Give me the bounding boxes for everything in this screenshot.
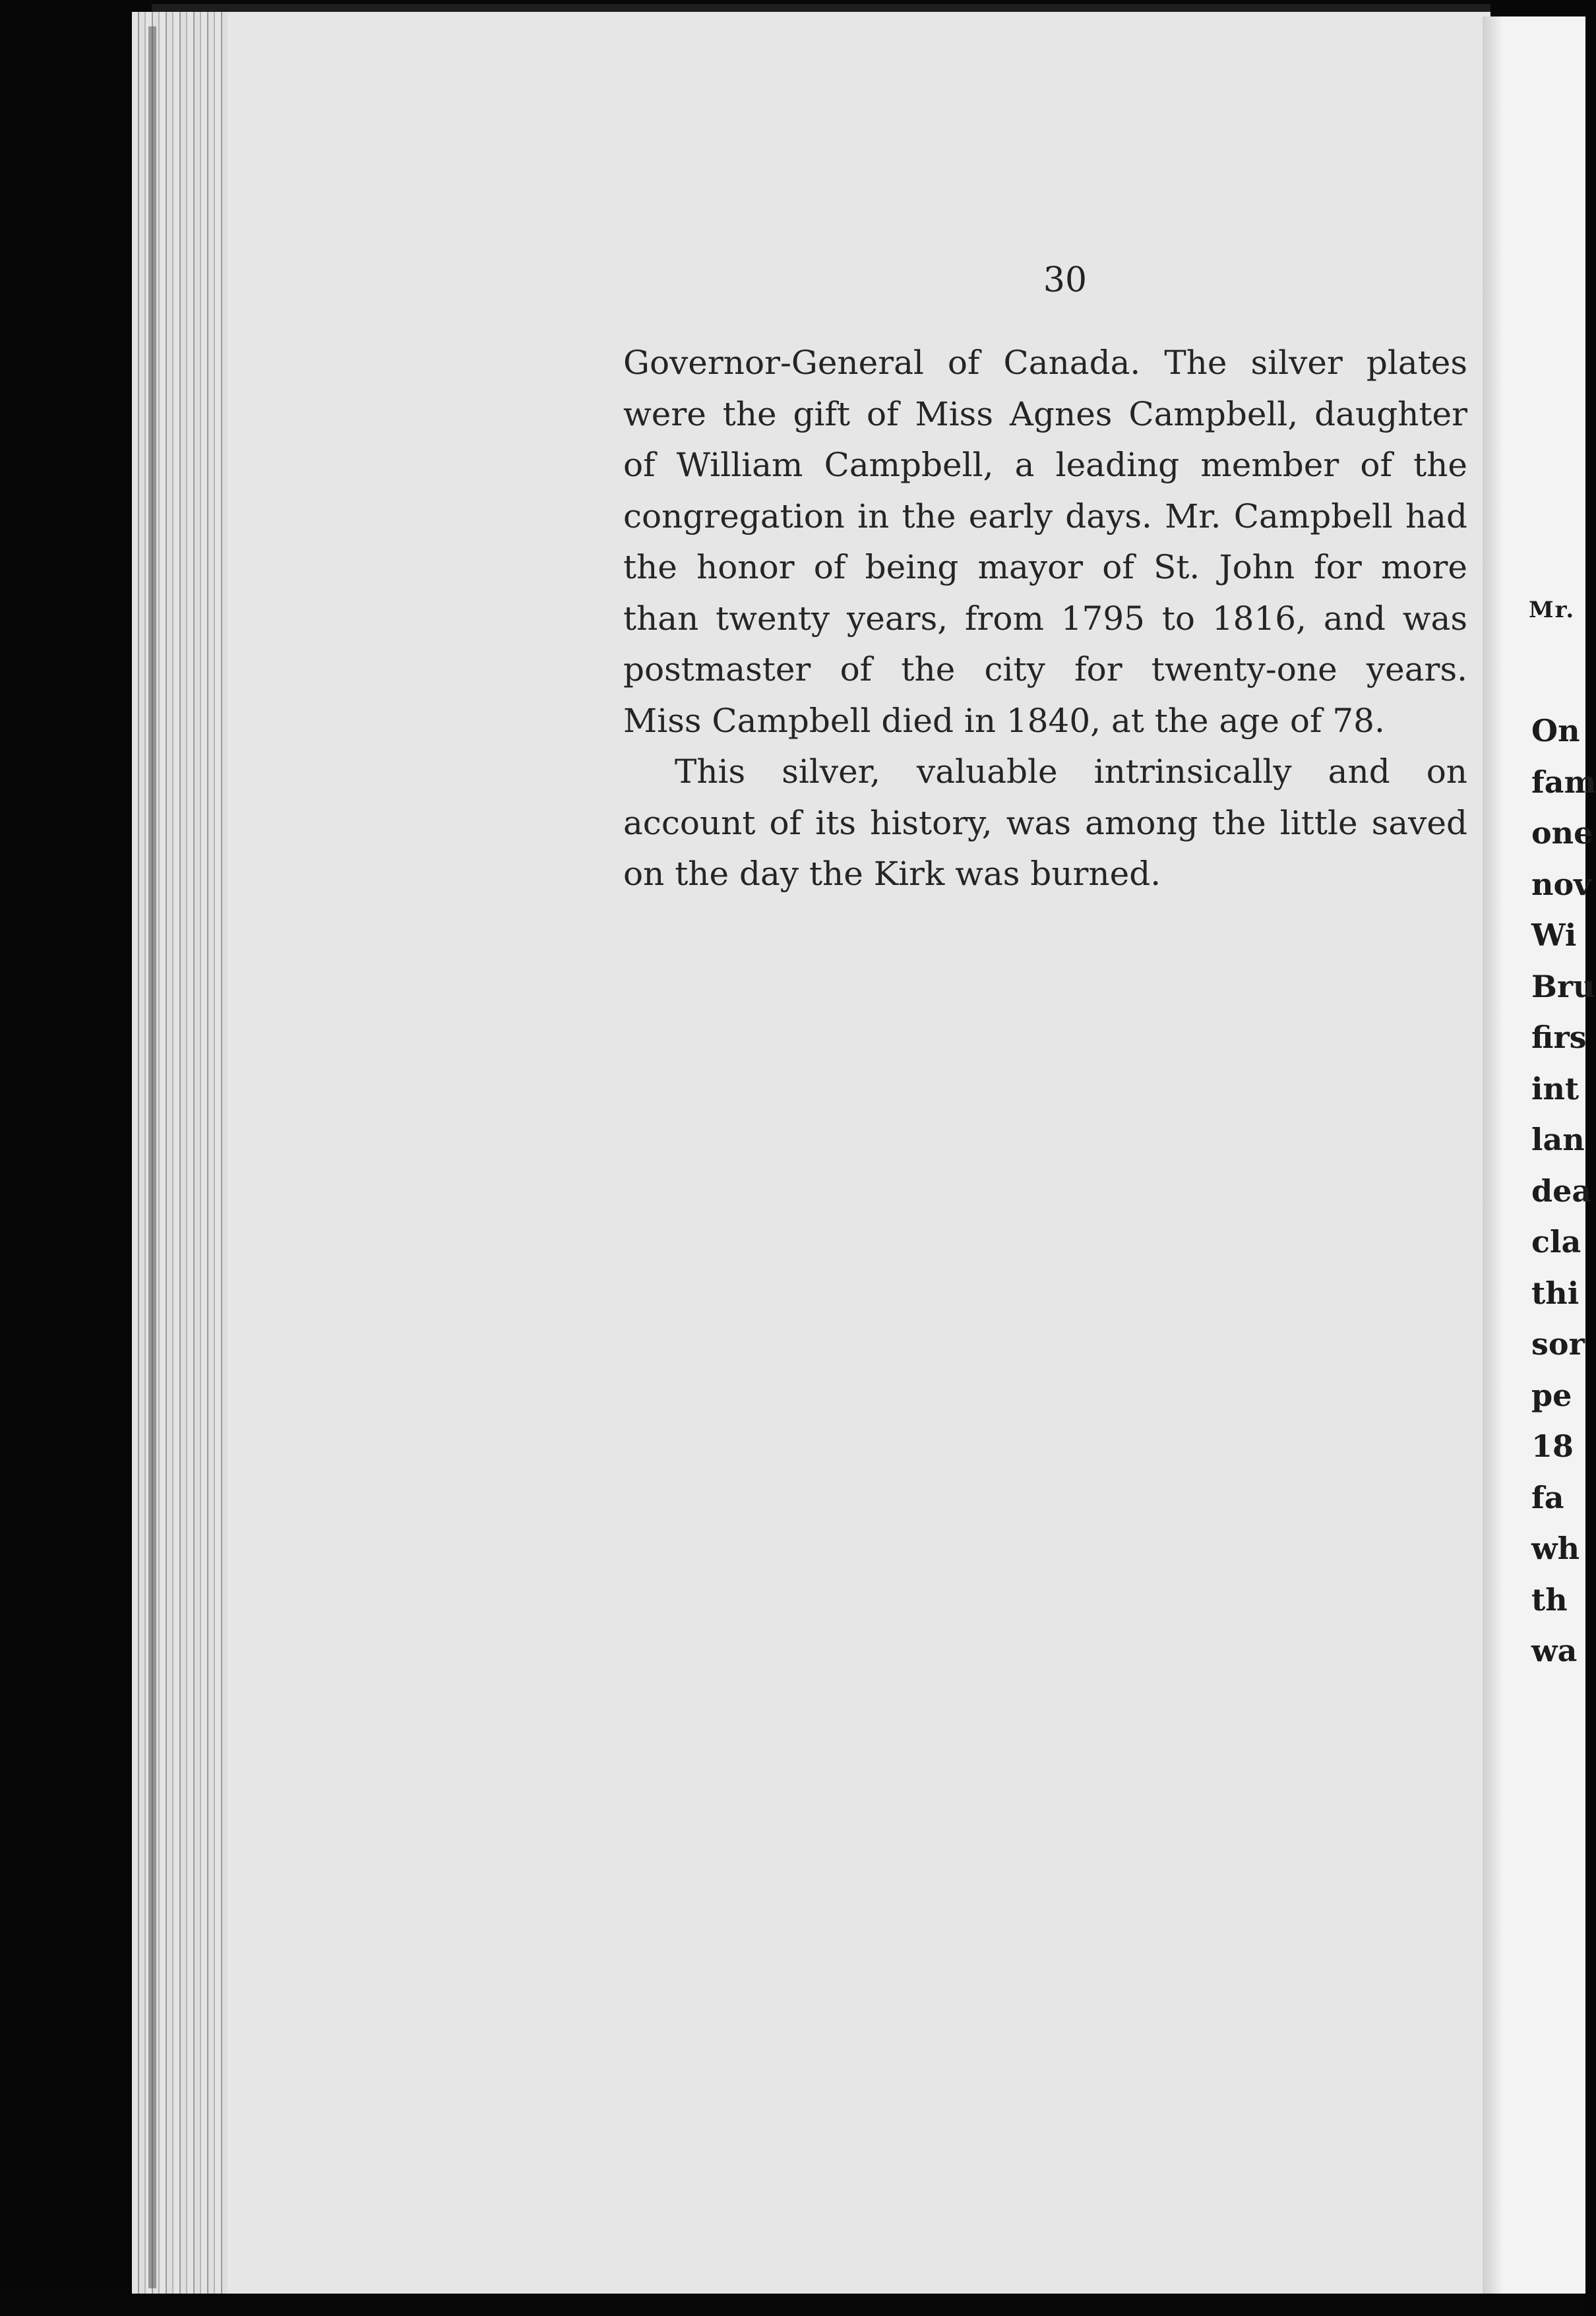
text-line: This silver, valuable intrinsically and on (675, 752, 1467, 791)
body-text (623, 338, 1467, 900)
facing-text-line: nov (1531, 866, 1591, 902)
facing-text-line: fa (1531, 1479, 1564, 1515)
facing-text-line: th (1531, 1581, 1568, 1618)
facing-text-line: sor (1531, 1326, 1585, 1362)
facing-page-text (1531, 706, 1596, 1677)
text-line: of William Campbell, a leading member of the (623, 446, 1467, 484)
text-line: were the gift of Miss Agnes Campbell, daughter (623, 394, 1467, 433)
text-line: congregation in the early days. Mr. Campbell had (623, 497, 1467, 535)
facing-text-line: firs (1531, 1020, 1587, 1055)
gutter-shadow (1483, 16, 1502, 2295)
facing-text-line: pe (1531, 1377, 1572, 1413)
text-line: the honor of being mayor of St. John for more (623, 548, 1467, 586)
facing-text-line: dea (1531, 1173, 1592, 1209)
facing-text-line: Bru (1531, 968, 1595, 1004)
facing-text-line: 18 (1531, 1428, 1574, 1464)
page-number: 30 (1043, 260, 1088, 300)
facing-text-line: wh (1531, 1531, 1580, 1566)
facing-text-line: Wi (1531, 917, 1577, 953)
facing-text-line: On (1531, 713, 1580, 748)
text-line: postmaster of the city for twenty-one years. (623, 650, 1467, 688)
facing-text-line: wa (1531, 1633, 1578, 1668)
facing-text-line: cla (1531, 1224, 1581, 1260)
bottom-edge (0, 2294, 1585, 2316)
facing-text-line: thi (1531, 1275, 1580, 1311)
facing-page-heading: Mr. (1529, 597, 1576, 623)
facing-text-line: fam (1531, 764, 1596, 800)
text-line: than twenty years, from 1795 to 1816, and was (623, 599, 1467, 638)
paragraph-1 (623, 338, 1467, 747)
facing-text-line: lan (1531, 1122, 1585, 1157)
paragraph-2 (623, 747, 1467, 900)
text-line: account of its history, was among the little saved (623, 803, 1467, 842)
facing-text-line: one (1531, 815, 1593, 851)
facing-text-line: int (1531, 1070, 1580, 1107)
text-line: Miss Campbell died in 1840, at the age of 78. (623, 701, 1385, 740)
text-line: on the day the Kirk was burned. (623, 855, 1161, 893)
text-line: Governor-General of Canada. The silver plates (623, 344, 1467, 382)
page-edge-shadow (148, 26, 156, 2288)
